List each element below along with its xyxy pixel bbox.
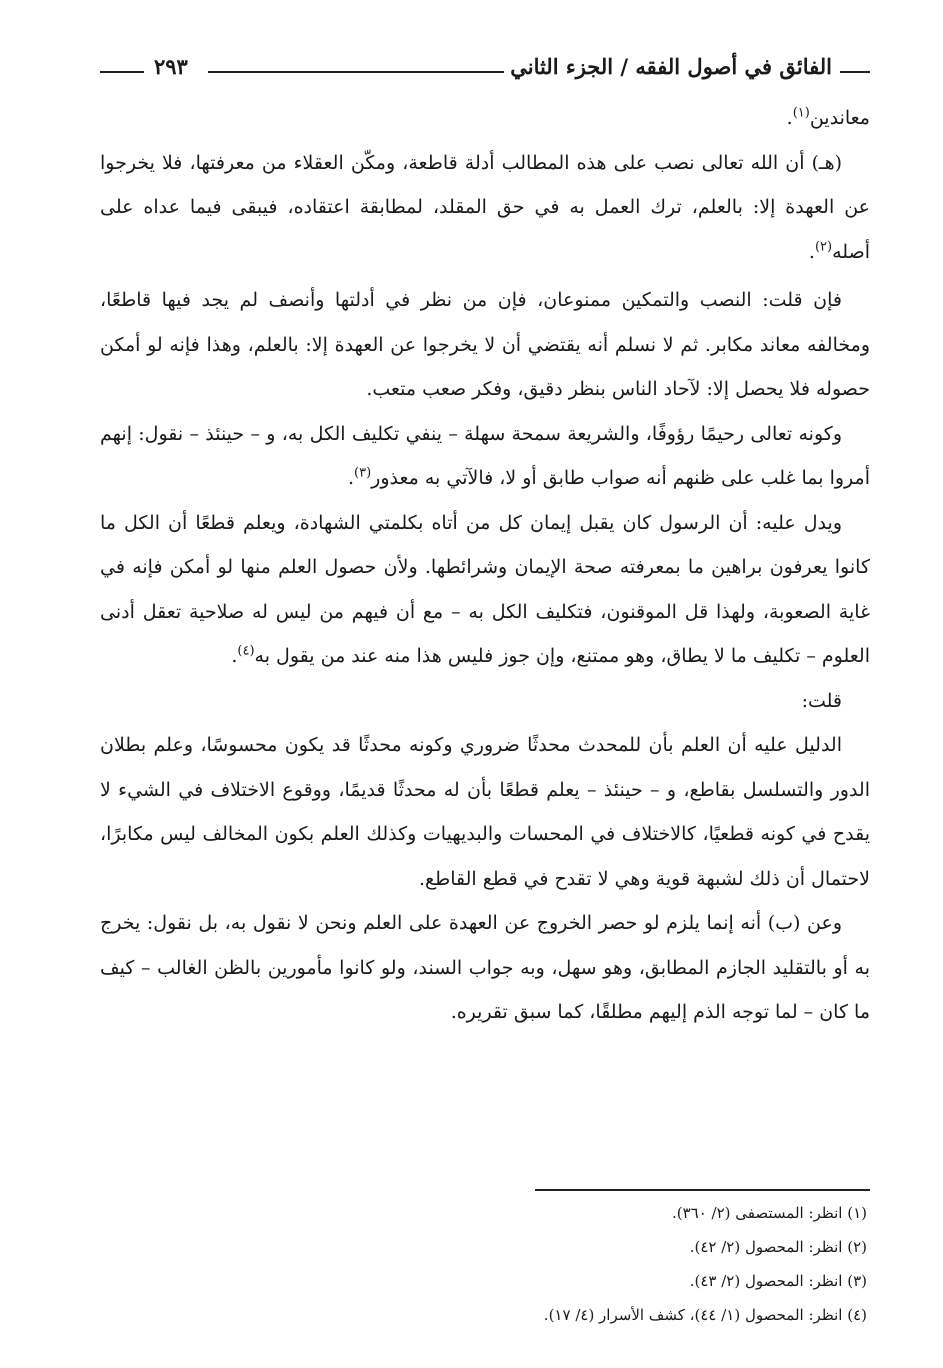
header-rule-left (100, 71, 144, 73)
footnote-ref: (١) (792, 105, 810, 121)
footnote-4: (٤) انظر: المحصول (١/ ٤٤)، كشف الأسرار (٤/ ١٧). (543, 1306, 867, 1324)
paragraph-text: قلت: (801, 689, 842, 712)
paragraph-evidence: ويدل عليه: أن الرسول كان يقبل إيمان كل من أتاه بكلمتي الشهادة، ويعلم قطعًا أن الكل ما كانوا يعرفون براهين ما بمعرفته صحة الإيمان وشرائطها. ولأن حصول العلم منها لو أمكن فإنه في غاية الصعوبة، ولهذا قل الموقنون، فتكليف الكل به – مع أن فيهم من ليس له صلاحية تعقل أدنى العلوم – تكليف ما لا يطاق، وهو ممتنع، وإن جوز فليس هذا منه عند من يقول به$^{(٤)}$. (100, 511, 871, 667)
footnote-separator (535, 1189, 870, 1191)
footnote-ref: (٤) (237, 643, 255, 659)
paragraph-proof (100, 723, 870, 901)
paragraph-text: وكونه تعالى رحيمًا رؤوفًا، والشريعة سمحة سهلة – ينفي تكليف الكل به، و – حينئذ – نقول: إنهم أمروا بما غلب على ظنهم أنه صواب طابق أو لا، فالآتي به معذور (100, 422, 870, 489)
paragraph-text: وعن (ب) أنه إنما يلزم لو حصر الخروج عن العهدة على العلم ونحن لا نقول به، بل نقول: يخرج به أو بالتقليد الجازم المطابق، وهو سهل، وبه جواب السند، ولو كانوا مأمورين بالظن الغالب – كيف ما كان – لما توجه الذم إليهم مطلقًا، كما سبق تقريره. (100, 912, 870, 1023)
paragraph-he: (هـ) أن الله تعالى نصب على هذه المطالب أدلة قاطعة، ومكّن العقلاء من معرفتها، فلا يخرجوا عن العهدة إلا: بالعلم، ترك العمل به في حق المقلد، لمطابقة اعتقاده، فيبقى فيما عداه على أصله$^{(٢)}$. (100, 151, 870, 263)
footnote-2: (٢) انظر: المحصول (٢/ ٤٢). (689, 1238, 867, 1256)
paragraph-text: معاندين (809, 107, 870, 129)
paragraph-qultu (100, 679, 870, 724)
paragraph-text: الدليل عليه أن العلم بأن للمحدث محدثًا ضروري وكونه محدثًا قد يكون محسوسًا، وعلم بطلان الدور والتسلسل بقاطع، و – حينئذ – يعلم قطعًا بأن له محدثًا قديمًا، ووقوع الاختلاف في الشيء لا يقدح في كونه قطعيًا، كالاختلاف في المحسات والبديهيات وكذلك العلم بكون المخالف ليس مكابرًا، لاحتمال أن ذلك لشبهة قوية وهي لا تقدح في قطع القاطع. (100, 734, 870, 890)
paragraph-objection (100, 278, 870, 412)
footnote-ref: (٢) (814, 239, 833, 255)
header-rule-middle (208, 71, 540, 73)
running-title: الفائق في أصول الفقه / الجزء الثاني (504, 54, 838, 79)
footnotes (167, 1196, 867, 1332)
paragraph-reply-b (100, 901, 870, 1035)
footnote-ref: (٣) (354, 465, 372, 481)
footnote-1: (١) انظر: المستصفى (٢/ ٣٦٠). (671, 1204, 867, 1222)
page-number: ٢٩٣ (148, 54, 194, 79)
header-rule-right (840, 71, 870, 73)
paragraph-text: (هـ) أن الله تعالى نصب على هذه المطالب أدلة قاطعة، ومكّن العقلاء من معرفتها، فلا يخرجوا عن العهدة إلا: بالعلم، ترك العمل به في حق المقلد، لمطابقة اعتقاده، فيبقى فيما عداه على أصله (100, 151, 870, 263)
paragraph-text: ويدل عليه: أن الرسول كان يقبل إيمان كل من أتاه بكلمتي الشهادة، ويعلم قطعًا أن الكل ما كانوا يعرفون براهين ما بمعرفته صحة الإيمان وشرائطها. ولأن حصول العلم منها لو أمكن فإنه في غاية الصعوبة، ولهذا قل الموقنون، فتكليف الكل به – مع أن فيهم من ليس له صلاحية تعقل أدنى العلوم – تكليف ما لا يطاق، وهو ممتنع، وإن جوز فليس هذا منه عند من يقول به (100, 511, 871, 667)
paragraph-mercy: وكونه تعالى رحيمًا رؤوفًا، والشريعة سمحة سهلة – ينفي تكليف الكل به، و – حينئذ – نقول: إنهم أمروا بما غلب على ظنهم أنه صواب طابق أو لا، فالآتي به معذور$^{(٣)}$. (100, 422, 870, 489)
paragraph-continuation: معاندين$^{(١)}$. (786, 105, 870, 129)
main-text (100, 96, 870, 1035)
running-header (100, 54, 870, 90)
footnote-3: (٣) انظر: المحصول (٢/ ٤٣). (689, 1272, 867, 1290)
paragraph-text: فإن قلت: النصب والتمكين ممنوعان، فإن من نظر في أدلتها وأنصف لم يجد فيها قاطعًا، ومخالفه معاند مكابر. ثم لا نسلم أنه يقتضي أن لا يخرجوا عن العهدة إلا: بالعلم، وهذا فإنه لو أمكن حصوله فلا يحصل إلا: لآحاد الناس بنظر دقيق، وفكر صعب متعب. (100, 289, 870, 400)
